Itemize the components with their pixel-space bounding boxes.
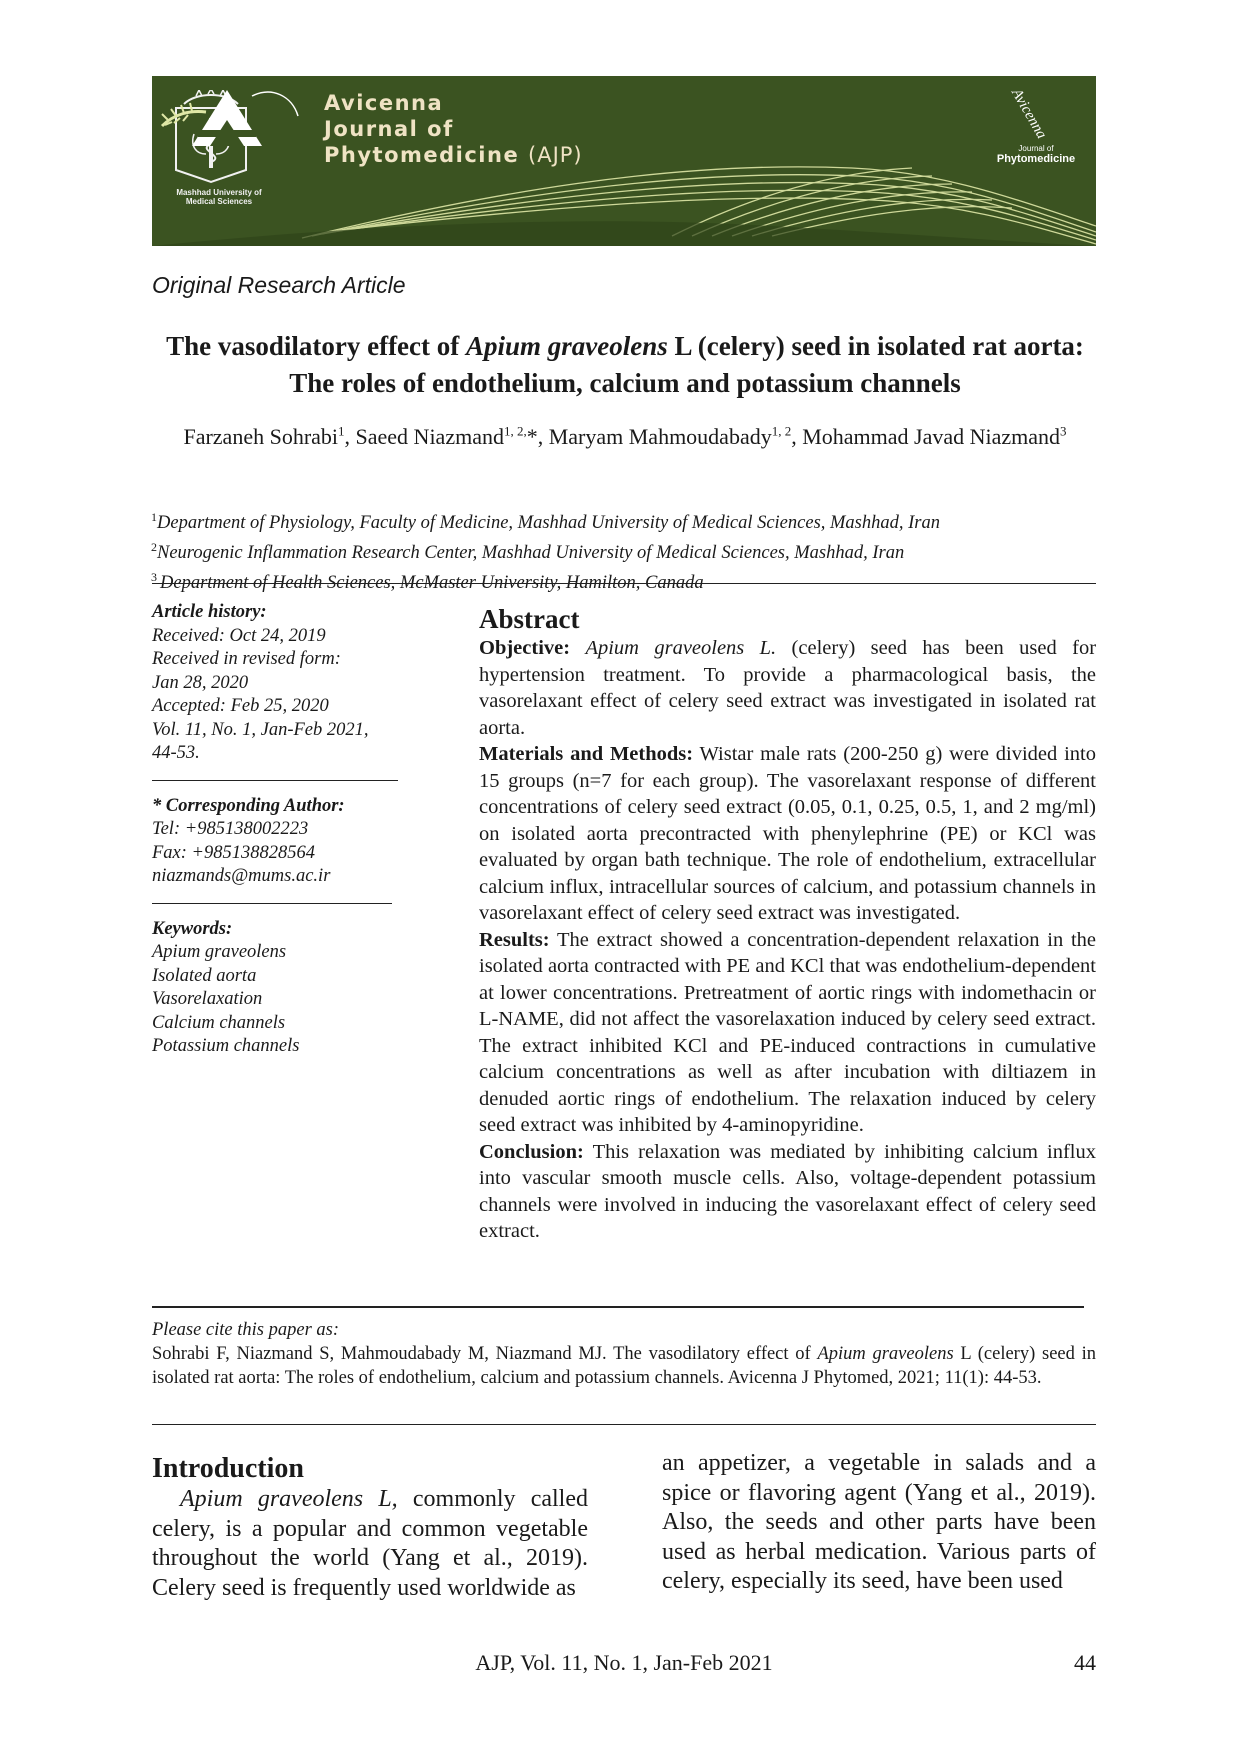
keyword: Potassium channels — [152, 1036, 300, 1056]
history-line: 44-53. — [152, 743, 200, 763]
author: Saeed Niazmand$^{1, 2,}$*, — [355, 424, 549, 450]
abstract-objective: Objective: Apium graveolens L. (celery) seed has been used for hypertension treatment. To provide a pharmacological basis, the vasorelaxant effect of celery seed extract was investigated in isolated rat aorta. — [479, 637, 1097, 739]
journal-banner — [152, 76, 1096, 246]
banner-title-line2: Journal of — [324, 117, 454, 141]
affiliation: $^3$ Department of Health Sciences, McMaster University, Hamilton, Canada — [151, 570, 704, 594]
sidebar-divider — [152, 903, 392, 904]
introduction-heading: Introduction — [152, 1453, 304, 1484]
author: Mohammad Javad Niazmand$^3$ — [802, 424, 1067, 450]
banner-journal-title — [324, 90, 583, 168]
keyword: Vasorelaxation — [152, 989, 263, 1009]
divider — [152, 583, 1096, 584]
keyword: Calcium channels — [152, 1012, 286, 1033]
corresponding-fax: Fax: +985138828564 — [152, 842, 316, 863]
keyword: Isolated aorta — [152, 965, 257, 986]
history-line: Jan 28, 2020 — [152, 672, 249, 693]
affiliation: $^1$Department of Physiology, Faculty of Medicine, Mashhad University of Medical Sciences, Mashhad, Iran — [151, 510, 940, 534]
divider — [152, 1424, 1096, 1425]
article-info-sidebar — [152, 601, 422, 1073]
intro-right-column — [662, 1449, 1096, 1597]
corresponding-author — [152, 795, 422, 903]
history-line: Received: Oct 24, 2019 — [152, 625, 326, 646]
page-number: 44 — [1074, 1650, 1096, 1675]
history-line: Accepted: Feb 25, 2020 — [152, 696, 329, 716]
corresponding-email: niazmands@mums.ac.ir — [152, 866, 331, 886]
intro-paragraph: Apium graveolens L, commonly called celery, is a popular and common vegetable throughout the world (Yang et al., 2019). Celery seed is frequently used worldwide as — [152, 1486, 589, 1601]
author-list — [160, 417, 1090, 452]
keyword: Apium graveolens — [152, 942, 287, 962]
logo-word: Avicenna — [1008, 86, 1050, 142]
corresponding-tel: Tel: +985138002223 — [152, 819, 309, 839]
paper-title: The vasodilatory effect of Apium graveolens L (celery) seed in isolated rat aorta: The roles of endothelium, calcium and potassium channels — [166, 331, 1084, 398]
keywords-heading: Keywords: — [152, 918, 233, 939]
history-line: Received in revised form: — [152, 649, 341, 669]
author: Maryam Mahmoudabady$^{1, 2}$, — [548, 424, 803, 450]
banner-title-line3: Phytomedicine (AJP) — [324, 143, 583, 167]
affiliation: $^2$Neurogenic Inflammation Research Center, Mashhad University of Medical Sciences, Mashhad, Iran — [151, 540, 905, 564]
title-species: Apium graveolens — [466, 331, 668, 361]
abstract-results: Results: The extract showed a concentration-dependent relaxation in the isolated aorta contracted with PE and KCl that was endothelium-dependent at lower concentrations. Pretreatment of aortic rings with indomethacin or L-NAME, did not affect the vasorelaxation induced by celery seed extract. The extract inhibited KCl and PE-induced contractions in cumulative calcium concentrations as well as after incubation with diltiazem in denuded aortic rings of endothelium. The relaxation induced by celery seed extract was inhibited by 4-aminopyridine. — [479, 928, 1096, 1136]
corresponding-heading: * Corresponding Author: — [152, 795, 345, 816]
sidebar-divider — [152, 780, 398, 781]
abstract-methods: Materials and Methods: Wistar male rats (200-250 g) were divided into 15 groups (n=7 for each group). The vasorelaxant response of different concentrations of celery seed extract (0.05, 0.1, 0.25, 0.5, 1, and 2 mg/ml) on isolated aorta precontracted with phenylephrine (PE) or KCl was evaluated by organ bath technique. The role of endothelium, extracellular calcium influx, intracellular sources of calcium, and potassium channels in vasorelaxant effect of celery seed extract was investigated. — [479, 743, 1096, 924]
abstract-heading: Abstract — [479, 604, 580, 634]
citation-box — [152, 1318, 1096, 1390]
footer-journal: AJP, Vol. 11, No. 1, Jan-Feb 2021 — [475, 1650, 773, 1675]
affiliations — [151, 505, 1091, 595]
banner-title-line1: Avicenna — [324, 91, 444, 115]
intro-paragraph-continued: an appetizer, a vegetable in salads and a spice or flavoring agent (Yang et al., 2019). Also, the seeds and other parts have been used as herbal medication. Various parts of celery, especially its seed, have been used — [662, 1450, 1096, 1594]
abstract-conclusion: Conclusion: This relaxation was mediated by inhibiting calcium influx into vascular smooth muscle cells. Also, voltage-dependent potassium channels were involved in inducing the vasorelaxant effect of celery seed extract. — [479, 1140, 1096, 1242]
emblem-caption: Mashhad University of Medical Sciences — [176, 188, 262, 206]
banner-title-abbr: (AJP) — [528, 143, 583, 167]
article-history — [152, 601, 422, 780]
article-history-heading: Article history: — [152, 602, 267, 622]
logo-caption: Journal of Phytomedicine — [996, 144, 1076, 165]
history-line: Vol. 11, No. 1, Jan-Feb 2021, — [152, 719, 369, 740]
intro-left-column — [152, 1452, 588, 1603]
citation-lead: Please cite this paper as: — [152, 1320, 340, 1340]
citation-text: Sohrabi F, Niazmand S, Mahmoudabady M, Niazmand MJ. The vasodilatory effect of Apium graveolens L (celery) seed in isolated rat aorta: The roles of endothelium, calcium and potassium channels. Avicenna J Phytomed, 2021; 11(1): 44-53. — [152, 1344, 1096, 1388]
author: Farzaneh Sohrabi$^1$, — [183, 424, 356, 450]
article-type: Original Research Article — [152, 272, 406, 298]
journal-logo-icon — [152, 76, 302, 186]
abstract — [479, 603, 1096, 1245]
keywords — [152, 918, 422, 1073]
divider — [152, 1306, 1084, 1308]
